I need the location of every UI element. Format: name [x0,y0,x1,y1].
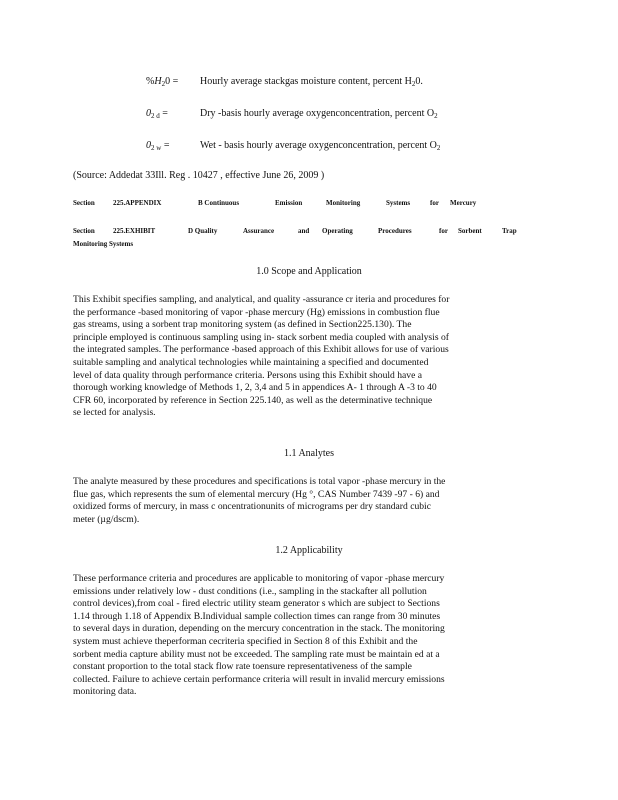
equation-symbol-o2d: $0_{2 d}$ = [146,108,168,120]
equation-desc-o2w: Wet - basis hourly average oxygenconcentration, percent $O_2$ [200,140,441,152]
equation-symbol-o2w: $0_{2 w}$ = [146,140,170,152]
paragraph-scope: This Exhibit specifies sampling, and analytical, and quality -assurance cr iteria and procedures for the performance -based monitoring of vapor -phase mercury (Hg) emissions in combustion flue gas streams, using a sorbent trap monitoring system (as defined in Section225.130). The principle employed is continuous sampling using in- stack sorbent media coupled with analysis of the integrated samples. The performance -based approach of this Exhibit allows for use of various suitable sampling and analytical technologies while maintaining a specified and documented level of data quality through performance criteria. Persons using this Exhibit should have a thorough working knowledge of Methods 1, 2, 3,4 and 5 in appendices A- 1 through A -3 to 40 CFR 60, incorporated by reference in Section 225.140, as well as the determinative technique se lected for analysis. [73,294,450,419]
equation-desc-o2d: Dry -basis hourly average oxygenconcentration, percent $O_2$ [200,108,438,120]
paragraph-applicability: These performance criteria and procedures are applicable to monitoring of vapor -phase mercury emissions under relatively low - dust conditions (i.e., sampling in the stackafter all pollution control devices),from coal - fired electric utility steam generator s which are subject to Sections 1.14 through 1.18 of Appendix B.Individual sample collection times can range from 30 minutes to several days in duration, depending on the mercury concentration in the stack. The monitoring system must achieve theperforman cecriteria specified in Section 8 of this Exhibit and the sorbent media capture ability must not be exceeded. The sampling rate must be maintain ed at a constant proportion to the total stack flow rate toensure representativeness of the sample collected. Failure to achieve certain performance criteria will result in invalid mercury emissions monitoring data. [73,573,445,698]
source-note: (Source: Addedat 33Ill. Reg . 10427 , effective June 26, 2009 ) [73,170,325,181]
equation-desc-h2o: Hourly average stackgas moisture content, percent $H_20$. [200,76,423,88]
heading-analytes: 1.1 Analytes [284,448,334,459]
paragraph-analytes: The analyte measured by these procedures and specifications is total vapor -phase mercury in the flue gas, which represents the sum of elemental mercury (Hg °, CAS Number 7439 -97 - 6) and oxidized forms of mercury, in mass c oncentrationunits of micrograms per dry standard cubic meter (µg/dscm). [73,476,446,525]
equation-symbol-h2o: $\%H_20$ = [146,76,179,88]
heading-scope-application: 1.0 Scope and Application [256,266,362,277]
heading-applicability: 1.2 Applicability [275,545,343,556]
section-exhibit-line-cont: Monitoring Systems [73,240,134,248]
